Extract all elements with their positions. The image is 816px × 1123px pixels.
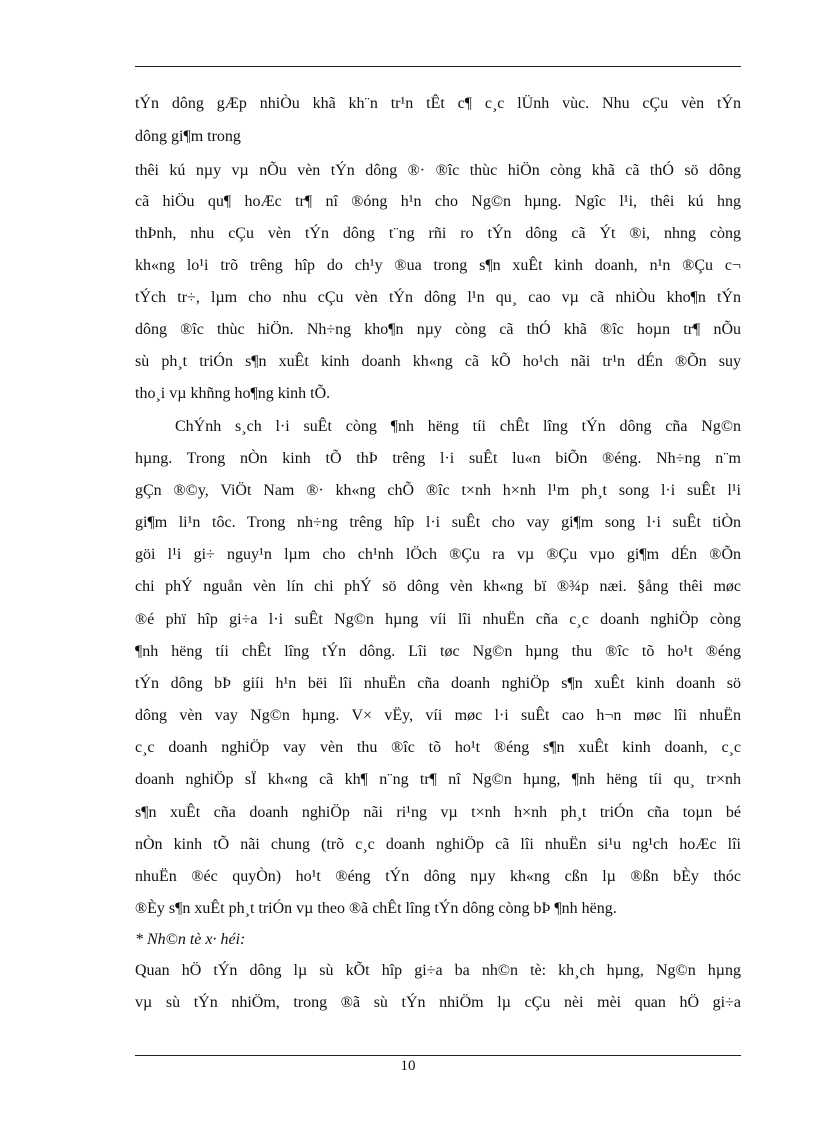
section-heading: * Nh©n tè x· héi: [135,931,246,948]
text-line: dông ®îc thùc hiÖn. Nh÷ng kho¶n nµy còng cã thÓ khã ®îc hoµn tr¶ nÕu [135,321,741,338]
text-line: nhuËn ®éc quyÒn) ho¹t ®éng tÝn dông nµy kh«ng cßn lµ ®ßn bÈy thóc [135,868,741,885]
text-line: hµng. Trong nÒn kinh tÕ thÞ trêng l·i suÊt lu«n biÕn ®éng. Nh÷ng n¨m [135,450,741,467]
footer-rule [135,1055,741,1056]
text-line: thêi kú nµy vµ nÕu vèn tÝn dông ®· ®îc thùc hiÖn còng khã cã thÓ sö dông [135,162,741,179]
text-line: gÇn ®©y, ViÖt Nam ®· kh«ng chÕ ®îc t×nh h×nh l¹m ph¸t song l·i suÊt l¹i [135,482,741,499]
text-line: thÞnh, nhu cÇu vèn tÝn dông t¨ng rñi ro tÝn dông cã Ýt ®i, nhng còng [135,225,741,242]
text-line: tÝch tr÷, lµm cho nhu cÇu vèn tÝn dông l¹n qu¸ cao vµ cã nhiÒu kho¶n tÝn [135,289,741,306]
page-number: 10 [400,1058,416,1074]
text-line: nÒn kinh tÕ nãi chung (trõ c¸c doanh nghiÖp cã lîi nhuËn si¹u ng¹ch hoÆc lîi [135,836,741,853]
text-line: ¶nh hëng tíi chÊt lîng tÝn dông. Lîi tøc Ng©n hµng thu ®îc tõ ho¹t ®éng [135,643,741,660]
text-line: chi phÝ nguån vèn lín chi phÝ sö dông vèn kh«ng bï ®¾p næi. §ång thêi møc [135,578,741,595]
text-line: c¸c doanh nghiÖp vay vèn thu ®îc tõ ho¹t ®éng s¶n xuÊt kinh doanh, c¸c [135,739,741,756]
text-line: kh«ng lo¹i trõ trêng hîp do ch¹y ®ua trong s¶n xuÊt kinh doanh, n¹n ®Çu c¬ [135,257,741,274]
text-line: doanh nghiÖp sÏ kh«ng cã kh¶ n¨ng tr¶ nî Ng©n hµng, ¶nh hëng tíi qu¸ tr×nh [135,771,741,788]
text-line: dông vèn vay Ng©n hµng. V× vËy, víi møc l·i suÊt cao h¬n møc lîi nhuËn [135,707,741,724]
text-line: ®é phï hîp gi÷a l·i suÊt Ng©n hµng víi lîi nhuËn cña c¸c doanh nghiÖp còng [135,611,741,628]
header-rule [135,66,741,67]
text-line: göi l¹i gi÷ nguy¹n lµm cho ch¹nh lÖch ®Çu ra vµ ®Çu vµo gi¶m dÉn ®Õn [135,546,741,563]
text-line: s¶n xuÊt cña doanh nghiÖp nãi ri¹ng vµ t×nh h×nh ph¸t triÓn cña toµn bé [135,804,741,821]
text-line: gi¶m li¹n tôc. Trong nh÷ng trêng hîp l·i suÊt cho vay gi¶m song l·i suÊt tiÒn [135,514,741,531]
text-line: dông gi¶m trong [135,128,241,145]
text-line: cã hiÖu qu¶ hoÆc tr¶ nî ®óng h¹n cho Ng©n hµng. Ngîc l¹i, thêi kú hng [135,193,741,210]
text-line: tÝn dông bÞ giíi h¹n bëi lîi nhuËn cña doanh nghiÖp s¶n xuÊt kinh doanh sö [135,675,741,692]
text-line: tÝn dông gÆp nhiÒu khã kh¨n tr¹n tÊt c¶ c¸c lÜnh vùc. Nhu cÇu vèn tÝn [135,95,741,112]
text-line: tho¸i vµ khñng ho¶ng kinh tÕ. [135,385,331,402]
text-line: sù ph¸t triÓn s¶n xuÊt kinh doanh kh«ng cã kÕ ho¹ch nãi tr¹n dÉn ®Õn suy [135,353,741,370]
text-line: ChÝnh s¸ch l·i suÊt còng ¶nh hëng tíi chÊt lîng tÝn dông cña Ng©n [175,418,741,435]
text-line: vµ sù tÝn nhiÖm, trong ®ã sù tÝn nhiÖm lµ cÇu nèi mèi quan hÖ gi÷a [135,994,741,1011]
text-line: ®Èy s¶n xuÊt ph¸t triÓn vµ theo ®ã chÊt lîng tÝn dông còng bÞ ¶nh hëng. [135,900,617,917]
text-line: Quan hÖ tÝn dông lµ sù kÕt hîp gi÷a ba nh©n tè: kh¸ch hµng, Ng©n hµng [135,962,741,979]
